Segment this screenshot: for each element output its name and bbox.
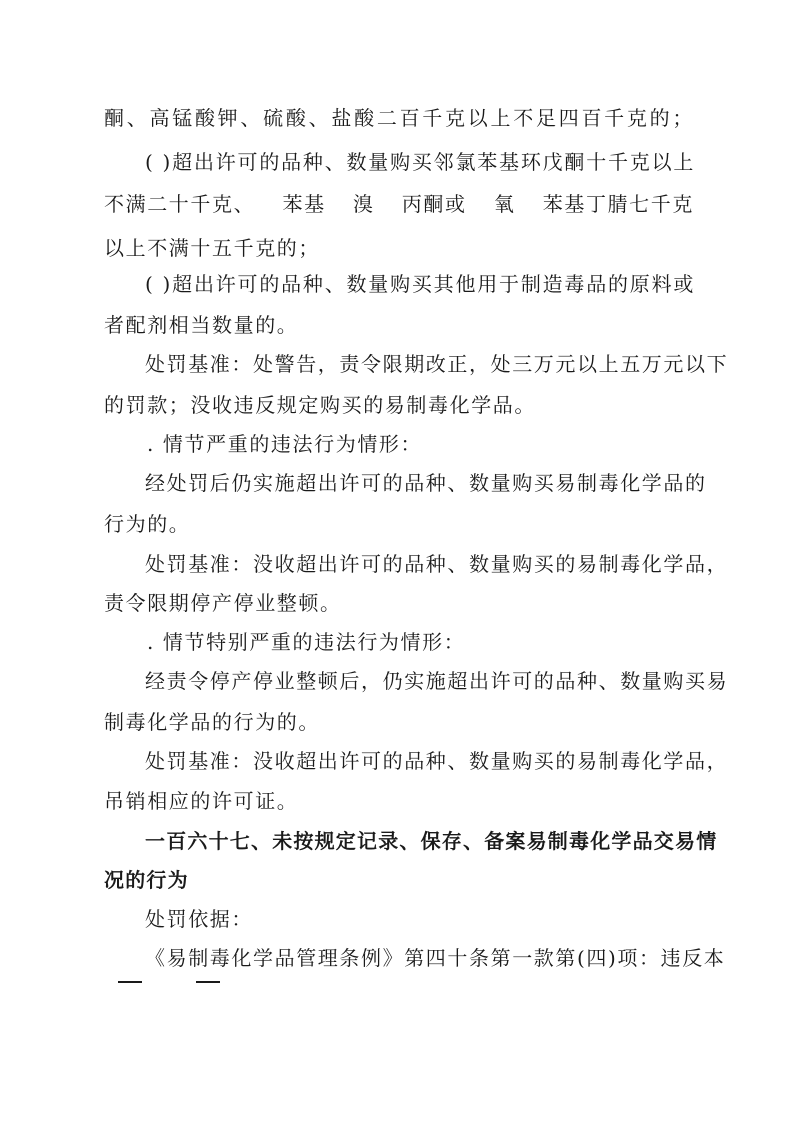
- footer-dash-right: [196, 981, 220, 983]
- text-line: 《易制毒化学品管理条例》第四十条第一款第(四)项：违反本: [145, 946, 726, 970]
- text-line: 行为的。: [104, 512, 191, 536]
- footer-dash-left: [118, 981, 142, 983]
- text-fragment: 不满二十千克、: [104, 192, 256, 216]
- section-heading: . 情节严重的违法行为情形：: [147, 432, 423, 456]
- text-line: 处罚基准：没收超出许可的品种、数量购买的易制毒化学品，: [145, 552, 729, 576]
- page-footer: [118, 968, 218, 992]
- text-line: 吊销相应的许可证。: [104, 789, 299, 813]
- text-line: 经处罚后仍实施超出许可的品种、数量购买易制毒化学品的: [145, 471, 707, 495]
- text-line: 制毒化学品的行为的。: [104, 710, 320, 734]
- article-heading: 一百六十七、未按规定记录、保存、备案易制毒化学品交易情: [145, 829, 718, 853]
- text-fragment: 苯基丁腈七千克: [542, 192, 694, 216]
- text-line: 处罚基准：处警告，责令限期改正，处三万元以上五万元以下: [145, 352, 729, 376]
- text-line-with-gaps: [104, 192, 694, 216]
- section-heading: . 情节特别严重的违法行为情形：: [147, 630, 466, 654]
- text-line: ( )超出许可的品种、数量购买邻氯苯基环戊酮十千克以上: [145, 150, 695, 174]
- text-line: 经责令停产停业整顿后，仍实施超出许可的品种、数量购买易: [145, 669, 729, 693]
- text-fragment: 苯基: [282, 192, 326, 216]
- text-line: 处罚基准：没收超出许可的品种、数量购买的易制毒化学品，: [145, 749, 729, 773]
- text-fragment: 溴: [352, 192, 375, 216]
- text-fragment: 丙酮或: [401, 192, 467, 216]
- text-line: 者配剂相当数量的。: [104, 313, 299, 337]
- text-line: 以上不满十五千克的；: [104, 236, 320, 260]
- text-line: 的罚款；没收违反规定购买的易制毒化学品。: [104, 393, 536, 417]
- text-line: 处罚依据：: [145, 907, 253, 931]
- text-line: 酮、高锰酸钾、硫酸、盐酸二百千克以上不足四百千克的；: [104, 106, 694, 130]
- text-line: ( )超出许可的品种、数量购买其他用于制造毒品的原料或: [145, 272, 695, 296]
- text-fragment: 氧: [493, 192, 516, 216]
- text-line: 责令限期停产停业整顿。: [104, 591, 342, 615]
- article-heading-continued: 况的行为: [104, 868, 189, 892]
